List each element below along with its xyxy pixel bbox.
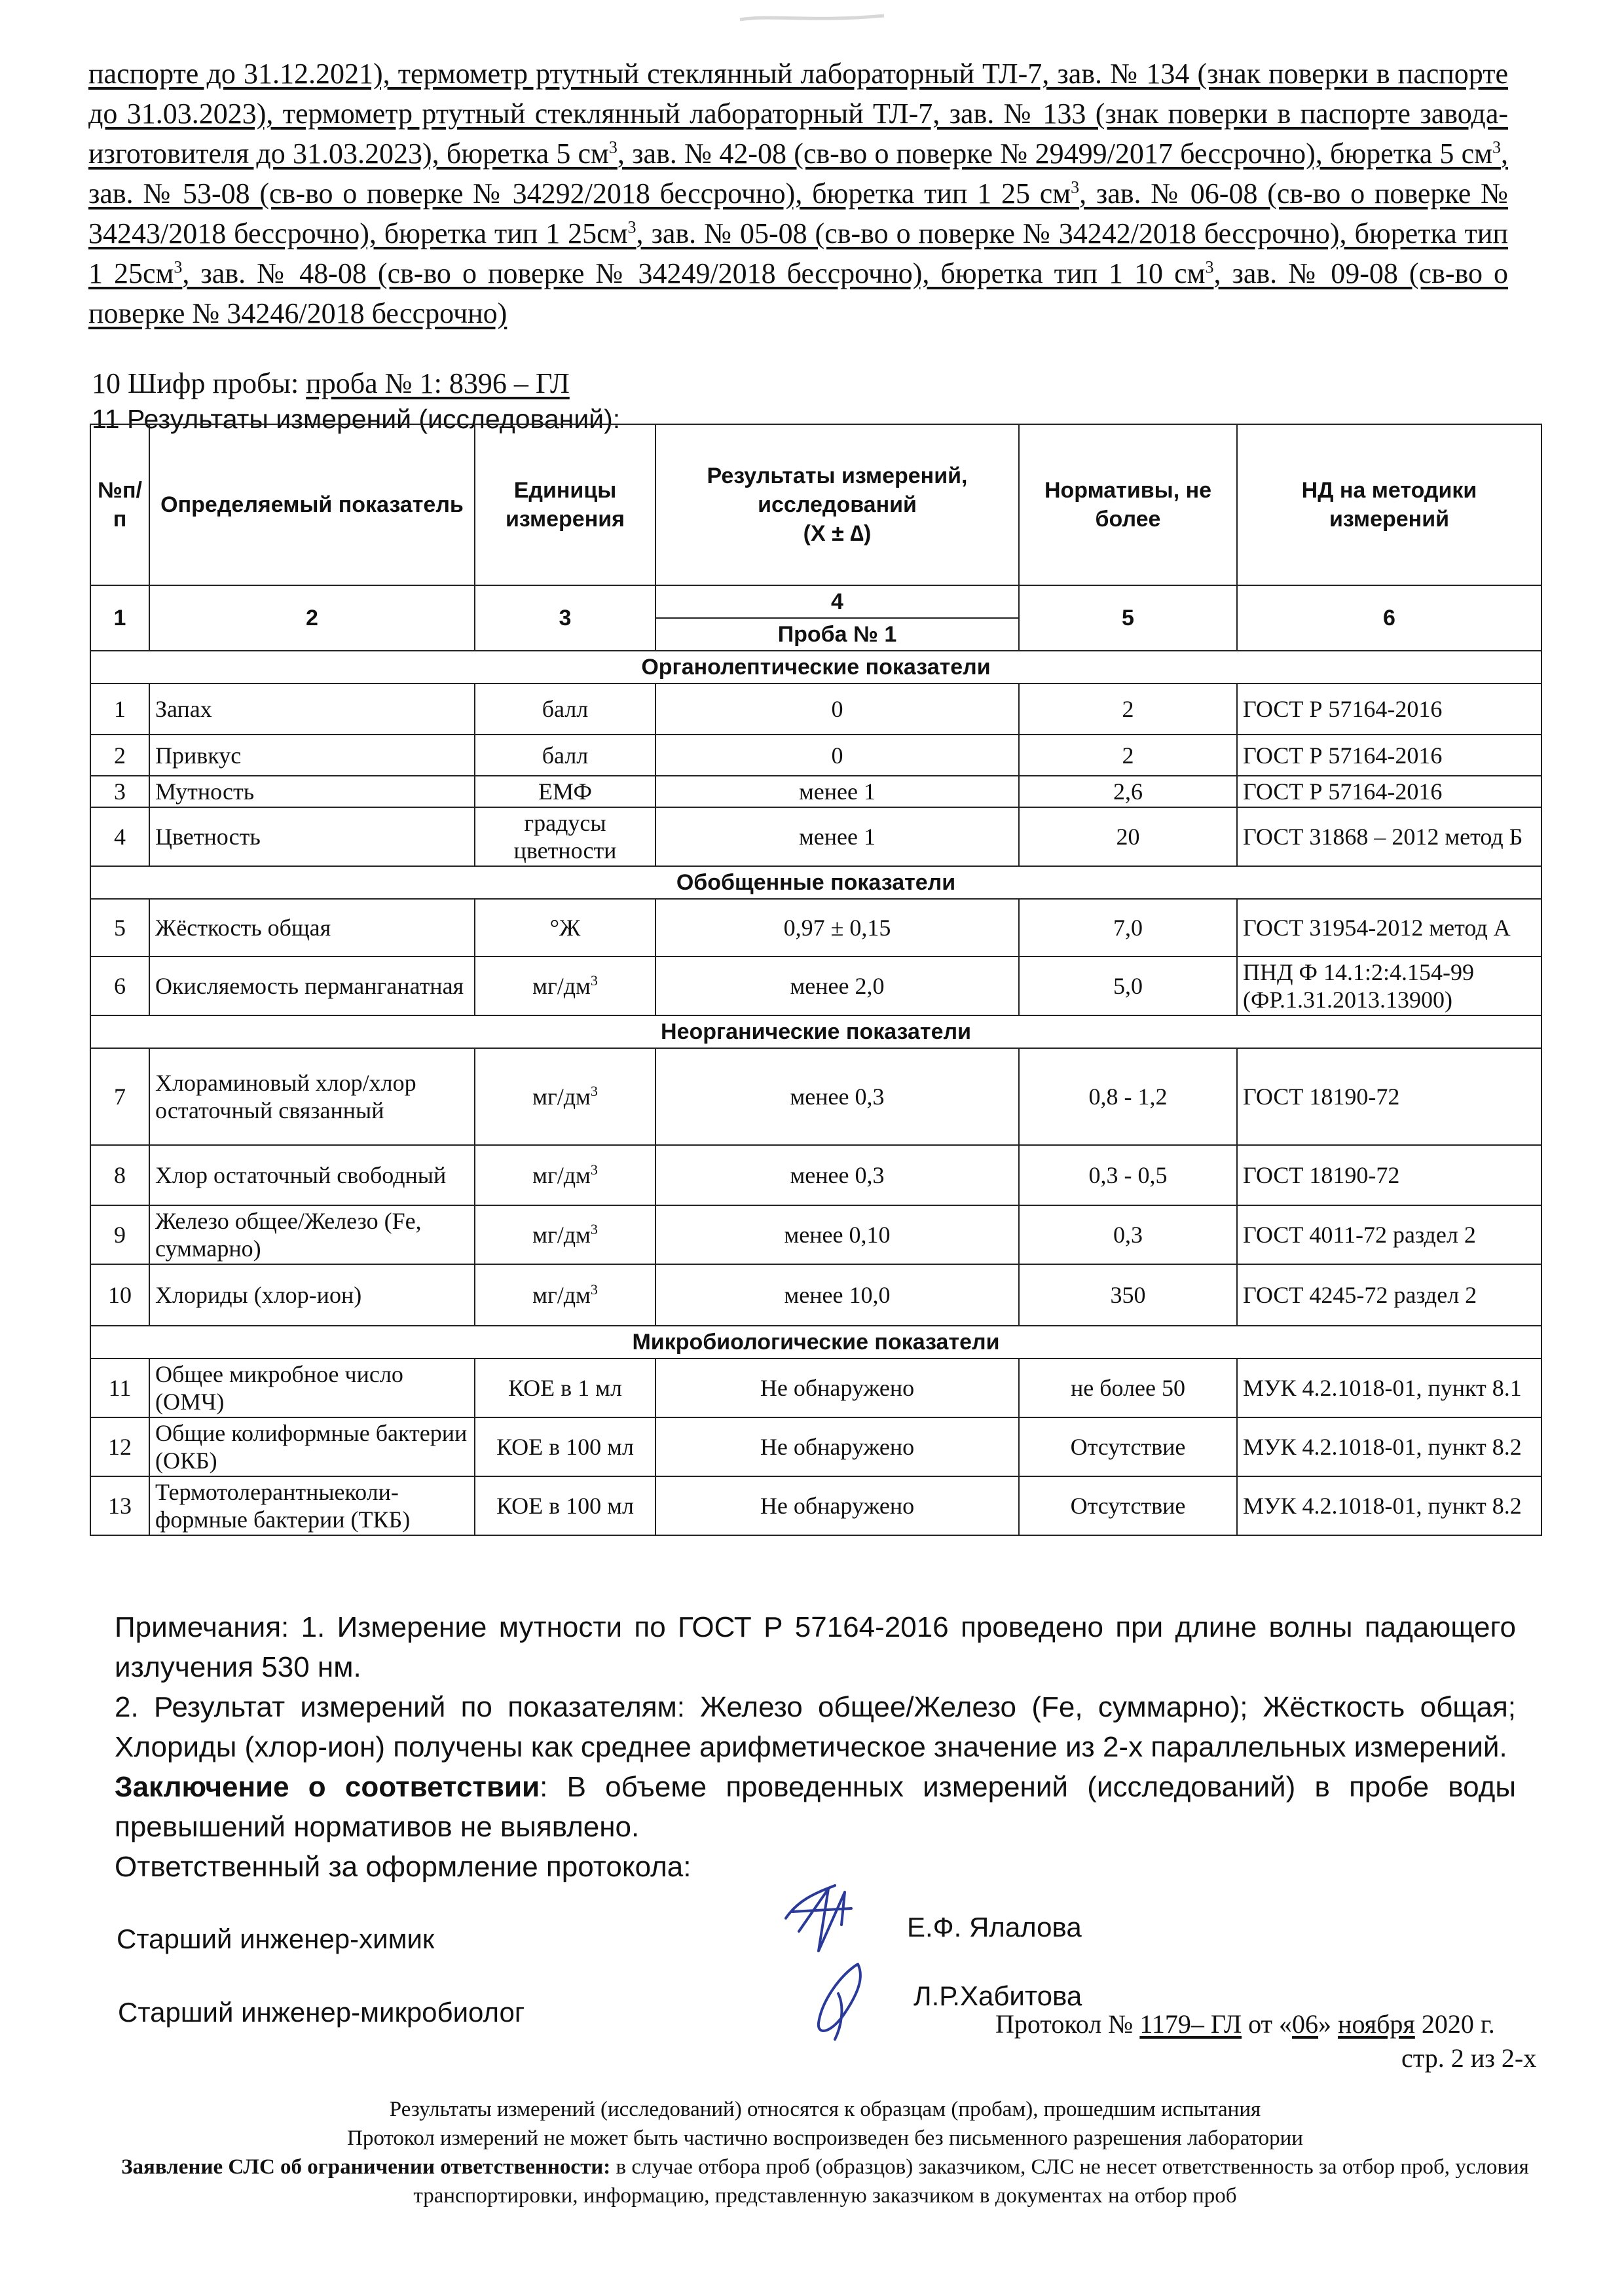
cell-units-text: мг/дм	[532, 1222, 591, 1248]
cell-norm: 0,8 - 1,2	[1019, 1048, 1237, 1145]
intro-superscript: 3	[1205, 257, 1214, 277]
colnum-5: 5	[1019, 585, 1237, 651]
signer-role-2: Старший инженер-микробиолог	[118, 1997, 525, 2028]
cell-units-superscript: 3	[590, 1083, 598, 1099]
protocol-number: 1179– ГЛ	[1139, 2009, 1242, 2039]
cell-indicator: Привкус	[149, 735, 475, 776]
cell-num: 11	[90, 1358, 149, 1417]
signer-role-1: Старший инженер-химик	[117, 1923, 435, 1954]
table-row	[90, 957, 1541, 1015]
intro-text-segment: , зав. № 05-08 (св-во о поверке № 34242/2018 бессрочно), бюретка тип 1 25см	[88, 217, 1508, 289]
cell-indicator: Железо общее/Железо (Fe, суммарно)	[149, 1205, 475, 1264]
cell-result: менее 0,3	[655, 1048, 1019, 1145]
cell-method: ГОСТ Р 57164-2016	[1237, 776, 1541, 807]
table-row	[90, 1048, 1541, 1145]
cell-result: Не обнаружено	[655, 1476, 1019, 1535]
cell-result: Не обнаружено	[655, 1417, 1019, 1476]
cell-indicator: Общее микробное число (ОМЧ)	[149, 1358, 475, 1417]
cell-method: ГОСТ 31954-2012 метод А	[1237, 899, 1541, 957]
cell-indicator: Хлораминовый хлор/хлор остаточный связанный	[149, 1048, 475, 1145]
cell-method: ГОСТ Р 57164-2016	[1237, 683, 1541, 735]
cell-norm: Отсутствие	[1019, 1476, 1237, 1535]
intro-text-segment: паспорте до 31.12.2021), термометр ртутный стеклянный лабораторный ТЛ-7, зав. № 134 (знак поверки в паспорте до 31.03.2023), термометр ртутный стеклянный лабораторный ТЛ-7, зав. № 133 (знак поверки в паспорте завода-изготовителя до 31.03.2023), бюретка 5 см	[88, 58, 1508, 170]
cell-num: 9	[90, 1205, 149, 1264]
cell-num: 3	[90, 776, 149, 807]
table-row	[90, 1205, 1541, 1264]
protocol-from: от «	[1242, 2009, 1293, 2039]
cell-units	[475, 735, 655, 776]
cell-norm: 5,0	[1019, 957, 1237, 1015]
cell-units	[475, 957, 655, 1015]
cell-result: 0	[655, 735, 1019, 776]
cell-norm: не более 50	[1019, 1358, 1237, 1417]
colnum-1: 1	[90, 585, 149, 651]
protocol-month: ноября	[1338, 2009, 1415, 2039]
header-indicator: Определяемый показатель	[149, 424, 475, 585]
cell-units-text: градусы цветности	[513, 810, 617, 864]
cell-result: 0	[655, 683, 1019, 735]
cell-result: менее 1	[655, 776, 1019, 807]
cell-units	[475, 1205, 655, 1264]
section-title: Неорганические показатели	[90, 1015, 1541, 1048]
cell-result: менее 10,0	[655, 1264, 1019, 1326]
cell-result: менее 0,10	[655, 1205, 1019, 1264]
cell-units-text: мг/дм	[532, 1084, 591, 1110]
cell-indicator: Запах	[149, 683, 475, 735]
colnum-6: 6	[1237, 585, 1541, 651]
cell-num: 8	[90, 1145, 149, 1205]
cell-result: менее 0,3	[655, 1145, 1019, 1205]
cell-units	[475, 807, 655, 866]
cell-units-text: °Ж	[549, 915, 581, 941]
section-row	[90, 1326, 1541, 1358]
note-1: Примечания: 1. Измерение мутности по ГОСТ Р 57164-2016 проведено при длине волны падающего излучения 530 нм.	[115, 1611, 1516, 1683]
header-results-formula: (X ± ∆)	[803, 521, 872, 546]
cell-indicator: Мутность	[149, 776, 475, 807]
cell-indicator: Хлор остаточный свободный	[149, 1145, 475, 1205]
cell-norm: Отсутствие	[1019, 1417, 1237, 1476]
header-results-text: Результаты измерений, исследований	[707, 464, 968, 517]
cell-units-text: балл	[542, 696, 589, 722]
cell-indicator: Окисляемость перманганатная	[149, 957, 475, 1015]
header-units: Единицы измерения	[475, 424, 655, 585]
cell-norm: 2,6	[1019, 776, 1237, 807]
table-row	[90, 683, 1541, 735]
intro-text-segment: , зав. № 06-08 (св-во о поверке № 34243/2018 бессрочно), бюретка тип 1 25см	[88, 177, 1508, 249]
cell-method: МУК 4.2.1018-01, пункт 8.2	[1237, 1476, 1541, 1535]
intro-superscript: 3	[174, 257, 183, 277]
cell-units	[475, 1417, 655, 1476]
table-row	[90, 1145, 1541, 1205]
intro-superscript: 3	[608, 137, 618, 157]
cell-norm: 2	[1019, 683, 1237, 735]
cell-num: 6	[90, 957, 149, 1015]
intro-text-segment: , зав. № 42-08 (св-во о поверке № 29499/2017 бессрочно), бюретка 5 см	[617, 137, 1492, 170]
intro-superscript: 3	[1492, 137, 1501, 157]
cell-method: ГОСТ 18190-72	[1237, 1048, 1541, 1145]
cell-units	[475, 1048, 655, 1145]
section-title: Органолептические показатели	[90, 651, 1541, 683]
table-row	[90, 1476, 1541, 1535]
cell-method: ГОСТ 4245-72 раздел 2	[1237, 1264, 1541, 1326]
signer-name-1: Е.Ф. Ялалова	[907, 1912, 1082, 1942]
protocol-reference	[995, 2009, 1495, 2039]
responsible-line: Ответственный за оформление протокола:	[115, 1851, 692, 1883]
cell-units-text: мг/дм	[532, 1282, 591, 1308]
cell-units	[475, 1476, 655, 1535]
conclusion-label: Заключение о соответствии	[115, 1771, 540, 1803]
cell-method: МУК 4.2.1018-01, пункт 8.1	[1237, 1358, 1541, 1417]
cell-result: менее 1	[655, 807, 1019, 866]
cell-num: 5	[90, 899, 149, 957]
section-row	[90, 1015, 1541, 1048]
cell-method: ГОСТ Р 57164-2016	[1237, 735, 1541, 776]
cell-units	[475, 899, 655, 957]
cell-units	[475, 776, 655, 807]
cell-num: 1	[90, 683, 149, 735]
table-row	[90, 735, 1541, 776]
footer-line-2: Протокол измерений не может быть частично воспроизведен без письменного разрешения лаборатории	[347, 2126, 1303, 2150]
footer-line-3-bold: Заявление СЛС об ограничении ответственности:	[121, 2155, 611, 2179]
cell-indicator: Жёсткость общая	[149, 899, 475, 957]
cell-units-text: КОЕ в 100 мл	[496, 1493, 634, 1519]
header-norms: Нормативы, не более	[1019, 424, 1237, 585]
colnum-3: 3	[475, 585, 655, 651]
intro-superscript: 3	[1071, 177, 1080, 197]
cell-units-text: балл	[542, 742, 589, 769]
header-num: №п/п	[90, 424, 149, 585]
cell-norm: 0,3	[1019, 1205, 1237, 1264]
conclusion	[115, 1767, 1516, 1847]
colnum-4: 4	[655, 585, 1019, 618]
protocol-year: 2020 г.	[1414, 2009, 1495, 2039]
results-table	[90, 424, 1542, 1536]
signer-name-2: Л.Р.Хабитова	[913, 1980, 1082, 2011]
cell-num: 10	[90, 1264, 149, 1326]
column-number-row	[90, 585, 1541, 618]
cell-units-superscript: 3	[590, 1281, 598, 1298]
cell-result: менее 2,0	[655, 957, 1019, 1015]
footer-line-3	[118, 2153, 1532, 2210]
cell-indicator: Хлориды (хлор-ион)	[149, 1264, 475, 1326]
cell-method: ГОСТ 4011-72 раздел 2	[1237, 1205, 1541, 1264]
cell-norm: 2	[1019, 735, 1237, 776]
cell-units-text: ЕМФ	[538, 778, 592, 805]
cell-norm: 350	[1019, 1264, 1237, 1326]
cell-indicator: Общие колиформные бактерии (ОКБ)	[149, 1417, 475, 1476]
protocol-prefix: Протокол №	[995, 2009, 1140, 2039]
conclusion-text: : В объеме проведенных измерений (исследований) в пробе воды превышений нормативов не выявлено.	[115, 1771, 1516, 1843]
sample-code-value: проба № 1: 8396 – ГЛ	[306, 367, 570, 399]
cell-units	[475, 683, 655, 735]
sample-code-line	[92, 364, 570, 403]
page-number: стр. 2 из 2-х	[1401, 2043, 1537, 2073]
table-row	[90, 1417, 1541, 1476]
cell-units-text: КОЕ в 100 мл	[496, 1434, 634, 1460]
cell-method: ПНД Ф 14.1:2:4.154-99 (ФР.1.31.2013.13900)	[1237, 957, 1541, 1015]
cell-indicator: Термотолерантныеколи-формные бактерии (ТКБ)	[149, 1476, 475, 1535]
cell-units-text: мг/дм	[532, 973, 591, 999]
cell-method: ГОСТ 18190-72	[1237, 1145, 1541, 1205]
table-row	[90, 1264, 1541, 1326]
cell-result: 0,97 ± 0,15	[655, 899, 1019, 957]
section-row	[90, 866, 1541, 899]
notes-block	[115, 1607, 1516, 1887]
intro-superscript: 3	[627, 217, 637, 237]
cell-units-text: мг/дм	[532, 1162, 591, 1188]
faint-stamp-mark	[733, 8, 891, 27]
footer-disclaimer	[118, 2095, 1532, 2210]
intro-text-segment: , зав. № 48-08 (св-во о поверке № 34249/2018 бессрочно), бюретка тип 1 10 см	[182, 257, 1206, 289]
table-header-row	[90, 424, 1541, 585]
cell-units-superscript: 3	[590, 972, 598, 989]
cell-units	[475, 1264, 655, 1326]
colnum-2: 2	[149, 585, 475, 651]
cell-method: ГОСТ 31868 – 2012 метод Б	[1237, 807, 1541, 866]
cell-units-superscript: 3	[590, 1221, 598, 1237]
protocol-day: 06	[1292, 2009, 1319, 2039]
equipment-list-paragraph	[88, 54, 1508, 333]
section-row	[90, 651, 1541, 683]
intro-text-segment: , зав. № 09-08 (св-во о поверке № 34246/2018 бессрочно)	[88, 257, 1509, 329]
cell-indicator: Цветность	[149, 807, 475, 866]
cell-num: 2	[90, 735, 149, 776]
cell-num: 4	[90, 807, 149, 866]
cell-norm: 7,0	[1019, 899, 1237, 957]
table-row	[90, 776, 1541, 807]
table-row	[90, 807, 1541, 866]
header-results	[655, 424, 1019, 585]
table-row	[90, 1358, 1541, 1417]
note-2: 2. Результат измерений по показателям: Железо общее/Железо (Fe, суммарно); Жёсткость общая; Хлориды (хлор-ион) получены как среднее арифметическое значение из 2-х параллельных измерений.	[115, 1691, 1516, 1763]
cell-method: МУК 4.2.1018-01, пункт 8.2	[1237, 1417, 1541, 1476]
cell-units	[475, 1358, 655, 1417]
cell-units-text: КОЕ в 1 мл	[508, 1375, 622, 1401]
cell-units	[475, 1145, 655, 1205]
header-nd: НД на методики измерений	[1237, 424, 1541, 585]
results-heading: 11 Результаты измерений (исследований):	[92, 404, 621, 434]
cell-norm: 0,3 - 0,5	[1019, 1145, 1237, 1205]
probe-label: Проба № 1	[655, 618, 1019, 651]
sample-code-label: 10 Шифр пробы:	[92, 367, 306, 399]
cell-result: Не обнаружено	[655, 1358, 1019, 1417]
section-title: Обобщенные показатели	[90, 866, 1541, 899]
cell-num: 13	[90, 1476, 149, 1535]
section-title: Микробиологические показатели	[90, 1326, 1541, 1358]
intro-text-segment: , зав. № 53-08 (св-во о поверке № 34292/2018 бессрочно), бюретка тип 1 25 см	[88, 137, 1508, 210]
table-row	[90, 899, 1541, 957]
footer-line-1: Результаты измерений (исследований) относятся к образцам (пробам), прошедшим испытания	[389, 2098, 1261, 2121]
cell-num: 7	[90, 1048, 149, 1145]
cell-num: 12	[90, 1417, 149, 1476]
footer-line-3-text: в случае отбора проб (образцов) заказчиком, СЛС не несет ответственность за отбор проб, условия транспортировки, информацию, представленную заказчиком в документах на отбор проб	[413, 2155, 1529, 2208]
cell-units-superscript: 3	[590, 1161, 598, 1178]
protocol-sep: »	[1318, 2009, 1338, 2039]
cell-norm: 20	[1019, 807, 1237, 866]
signature-mark-2	[805, 1954, 877, 2046]
